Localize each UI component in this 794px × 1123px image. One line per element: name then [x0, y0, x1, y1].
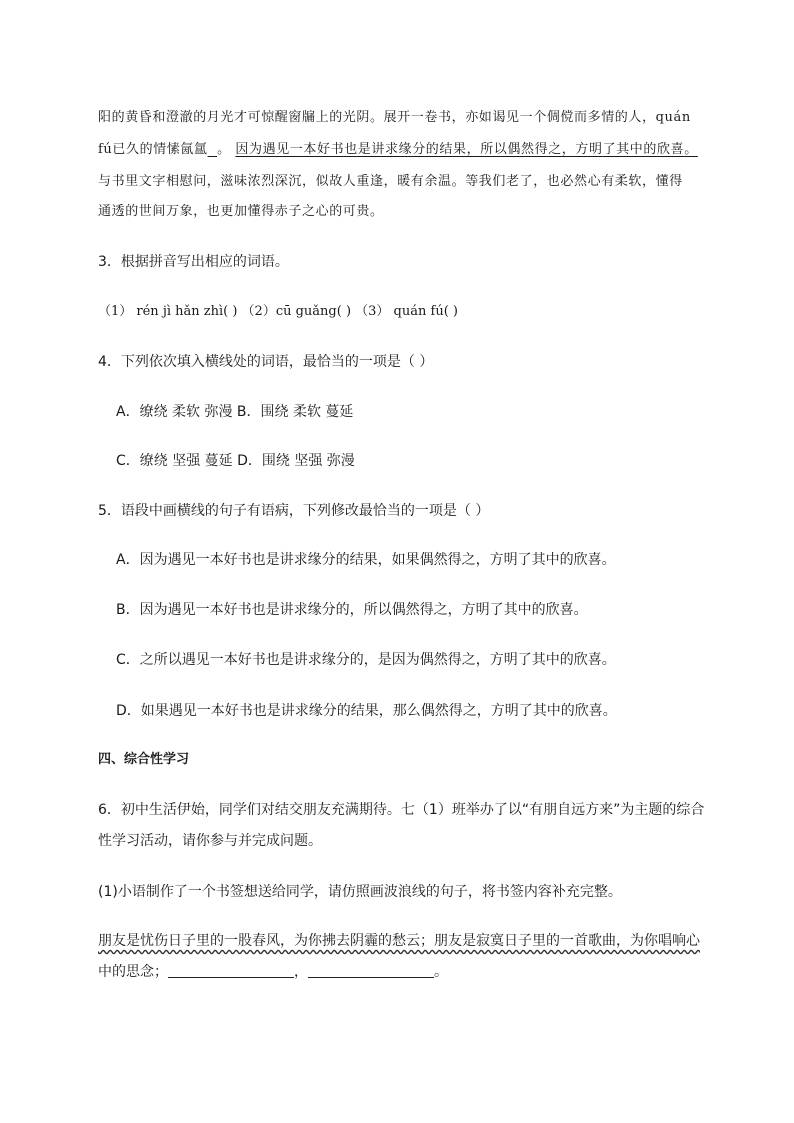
q4-options-cd: C．缭绕 坚强 蔓延 D．围绕 坚强 弥漫	[116, 453, 355, 469]
q5-option-a: A．因为遇见一本好书也是讲求缘分的结果，如果偶然得之，方明了其中的欣喜。	[116, 552, 616, 568]
passage-line-1: 阳的黄昏和澄澈的月光才可惊醒窗牖上的光阴。展开一卷书，亦如谒见一个倜傥而多情的人，quán	[98, 110, 691, 125]
answer-blank-1[interactable]	[168, 963, 294, 978]
answer-blank-2[interactable]	[308, 963, 434, 978]
fill-line	[98, 962, 448, 982]
q3-title: 3．根据拼音写出相应的词语。	[98, 254, 289, 270]
wavy-sentence: 朋友是忧伤日子里的一股春风，为你拂去阴霾的愁云；朋友是寂寞日子里的一首歌曲，为你唱响心	[98, 933, 700, 949]
section-heading: 四、综合性学习	[98, 752, 190, 767]
q5-option-b: B．因为遇见一本好书也是讲求缘分的，所以偶然得之，方明了其中的欣喜。	[116, 602, 588, 618]
q5-title: 5．语段中画横线的句子有语病，下列修改最恰当的一项是（ ）	[98, 503, 490, 519]
passage-blank	[208, 142, 217, 157]
passage-line-2-start: fú已久的情愫氤氲	[98, 142, 208, 157]
passage-line-2-stop: 。	[217, 142, 231, 157]
q6-subquestion-1: (1)小语制作了一个书签想送给同学，请仿照画波浪线的句子，将书签内容补充完整。	[98, 884, 622, 900]
q3-items: （1） rén jì hǎn zhì( ) （2）cū guǎng( ) （3） quán fú( )	[98, 304, 458, 319]
passage-line-4: 通透的世间万象，也更加懂得赤子之心的可贵。	[98, 204, 384, 219]
q6-line-1: 6．初中生活伊始，同学们对结交朋友充满期待。七（1）班举办了以“有朋自远方来”为主题的综合	[98, 802, 705, 818]
fill-comma: ，	[294, 964, 308, 980]
q4-options-ab: A．缭绕 柔软 弥漫 B．围绕 柔软 蔓延	[116, 404, 354, 420]
passage-line-3: 与书里文字相慰问，滋味浓烈深沉，似故人重逢，暖有余温。等我们老了，也必然心有柔软，懂得	[98, 174, 683, 189]
q6-line-2: 性学习活动，请你参与并完成问题。	[98, 833, 322, 849]
q4-title: 4．下列依次填入横线处的词语，最恰当的一项是（ ）	[98, 354, 434, 370]
fill-period: 。	[434, 964, 448, 980]
q5-option-c: C．之所以遇见一本好书也是讲求缘分的，是因为偶然得之，方明了其中的欣喜。	[116, 652, 616, 668]
q5-option-d: D．如果遇见一本好书也是讲求缘分的结果，那么偶然得之，方明了其中的欣喜。	[116, 703, 617, 719]
passage-line-2	[98, 140, 698, 160]
underlined-sentence: 因为遇见一本好书也是讲求缘分的结果，所以偶然得之，方明了其中的欣喜。	[235, 142, 698, 157]
fill-line-start: 中的思念；	[98, 964, 168, 980]
